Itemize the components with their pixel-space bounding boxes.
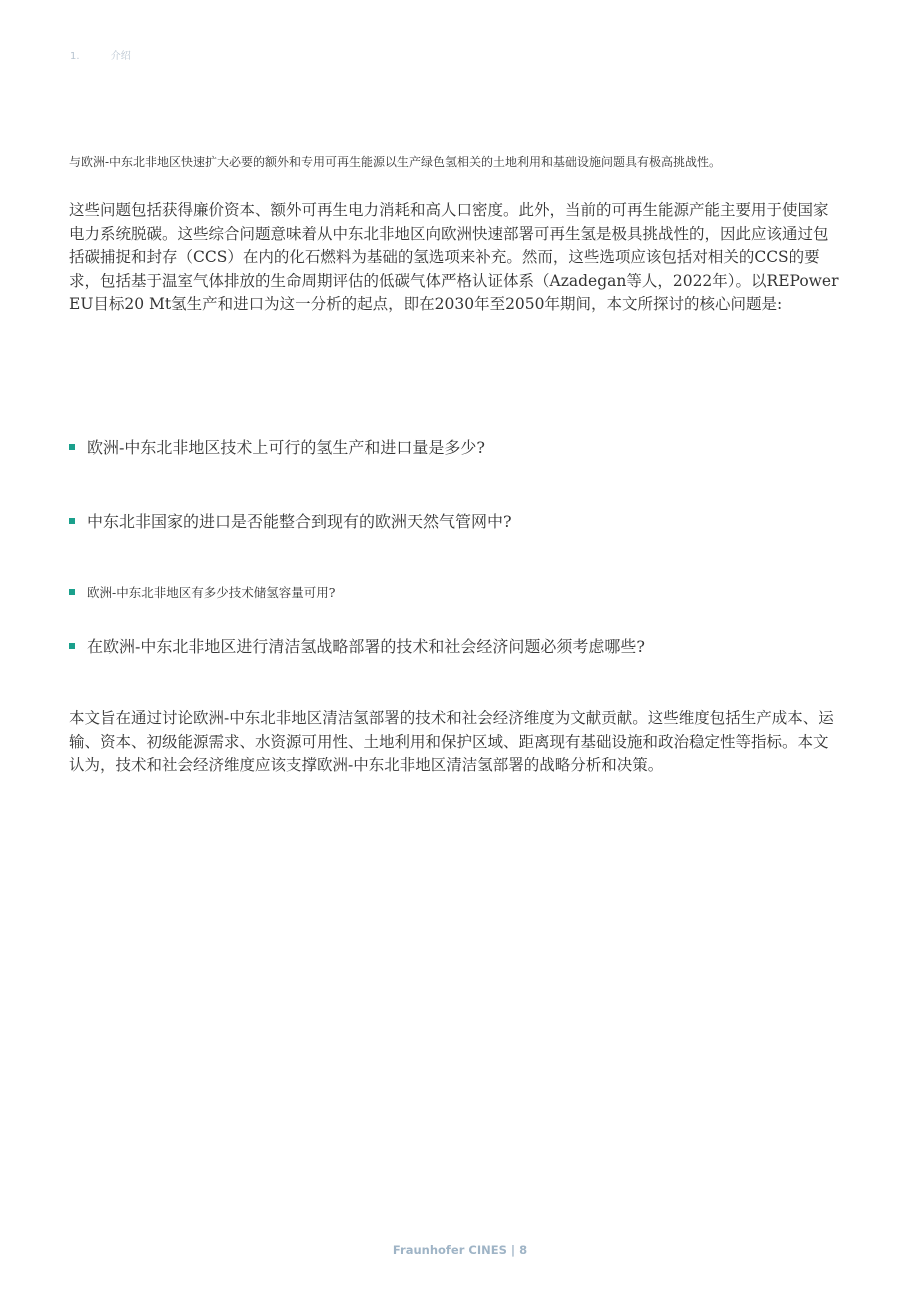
bullet-item-1	[69, 435, 485, 458]
bullet-item-3	[69, 583, 335, 601]
bullet-text: 欧洲-中东北非地区有多少技术储氢容量可用?	[87, 585, 336, 600]
body-paragraph-2: 本文旨在通过讨论欧洲-中东北非地区清洁氢部署的技术和社会经济维度为文献贡献。这些维度包括生产成本、运输、资本、初级能源需求、水资源可用性、土地利用和保护区域、距离现有基础设施和政治稳定性等指标。本文认为，技术和社会经济维度应该支撑欧洲-中东北非地区清洁氢部署的战略分析和决策。	[69, 709, 834, 774]
bullet-item-4	[69, 634, 645, 657]
bullet-text: 在欧洲-中东北非地区进行清洁氢战略部署的技术和社会经济问题必须考虑哪些?	[87, 637, 645, 656]
bullet-marker-icon	[69, 444, 75, 450]
body-paragraph-1: 这些问题包括获得廉价资本、额外可再生电力消耗和高人口密度。此外，当前的可再生能源产能主要用于使国家电力系统脱碳。这些综合问题意味着从中东北非地区向欧洲快速部署可再生氢是极具挑战性的，因此应该通过包括碳捕捉和封存（CCS）在内的化石燃料为基础的氢选项来补充。然而，这些选项应该包括对相关的CCS的要求，包括基于温室气体排放的生命周期评估的低碳气体严格认证体系（Azadegan等人，2022年）。以REPowerEU目标20 Mt氢生产和进口为这一分析的起点，即在2030年至2050年期间，本文所探讨的核心问题是:	[69, 201, 839, 313]
bullet-marker-icon	[69, 518, 75, 524]
running-header	[70, 47, 131, 62]
section-title: 介绍	[110, 51, 131, 62]
bullet-marker-icon	[69, 643, 75, 649]
bullet-text: 欧洲-中东北非地区技术上可行的氢生产和进口量是多少?	[87, 438, 485, 457]
intro-sentence: 与欧洲-中东北非地区快速扩大必要的额外和专用可再生能源以生产绿色氢相关的土地利用和基础设施问题具有极高挑战性。	[69, 155, 722, 169]
page-footer: Fraunhofer CINES | 8	[392, 1243, 528, 1257]
bullet-text: 中东北非国家的进口是否能整合到现有的欧洲天然气管网中?	[87, 512, 512, 531]
bullet-marker-icon	[69, 589, 75, 595]
section-number: 1.	[70, 51, 80, 62]
bullet-item-2	[69, 509, 512, 532]
